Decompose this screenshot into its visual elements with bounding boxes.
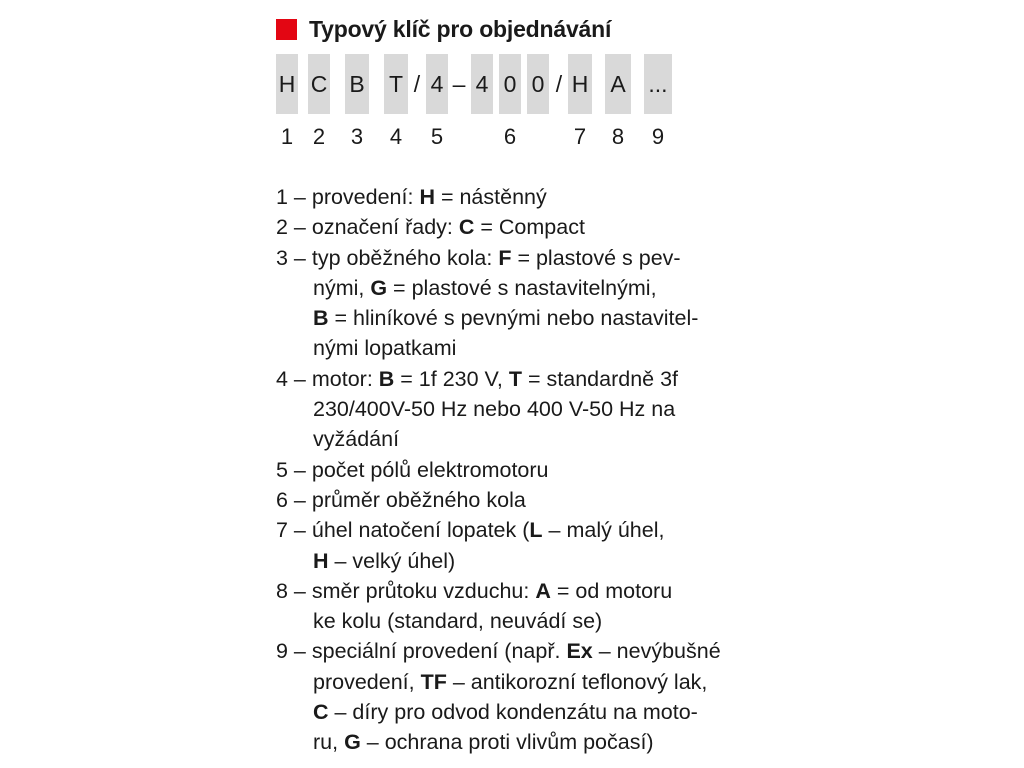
legend-text: 230/400V-50 Hz nebo 400 V-50 Hz na	[313, 397, 676, 422]
code-cell-t: T	[384, 54, 408, 114]
legend-line	[276, 333, 776, 363]
type-key-section	[276, 14, 776, 758]
code-cell-b: B	[345, 54, 369, 114]
legend-line	[276, 212, 776, 242]
legend-line	[276, 576, 776, 606]
code-cell-c: C	[308, 54, 330, 114]
legend-item-2	[276, 212, 776, 242]
code-cell-special: ...	[644, 54, 672, 114]
code-cell-h: H	[276, 54, 298, 114]
legend-text: = plastové s pev-	[511, 245, 681, 270]
legend-list	[276, 182, 776, 758]
legend-line	[276, 697, 776, 727]
position-number: 6	[503, 124, 517, 149]
legend-text: 2 – označení řady:	[276, 215, 459, 240]
code-separator: –	[452, 71, 466, 97]
legend-code: C	[313, 700, 329, 725]
legend-text: – antikorozní teflonový lak,	[446, 669, 708, 694]
legend-text: – díry pro odvod kondenzátu na moto-	[328, 700, 698, 725]
position-number: 5	[430, 124, 444, 149]
code-cell-diameter: 0	[499, 54, 521, 114]
legend-item-1	[276, 182, 776, 212]
legend-code: Ex	[566, 639, 593, 664]
section-heading	[276, 14, 776, 44]
legend-item-5	[276, 455, 776, 485]
position-number: 4	[389, 124, 403, 149]
legend-text: 3 – typ oběžného kola:	[276, 245, 499, 270]
position-number: 7	[573, 124, 587, 149]
legend-line	[276, 182, 776, 212]
legend-text: – ochrana proti vlivům počasí)	[360, 730, 654, 755]
legend-text: – velký úhel)	[328, 548, 456, 573]
legend-line	[276, 364, 776, 394]
legend-code: H	[313, 548, 329, 573]
legend-text: – nevýbušné	[592, 639, 721, 664]
legend-text: nými,	[313, 275, 371, 300]
legend-text: = nástěnný	[434, 185, 547, 209]
legend-line	[276, 727, 776, 757]
legend-item-9	[276, 636, 776, 757]
legend-text: 4 – motor:	[276, 366, 379, 391]
legend-text: 8 – směr průtoku vzduchu:	[276, 578, 536, 603]
legend-line	[276, 667, 776, 697]
legend-line	[276, 394, 776, 424]
legend-code: F	[498, 245, 512, 270]
legend-code: C	[458, 215, 475, 240]
legend-code: G	[370, 275, 388, 300]
position-row	[276, 120, 776, 154]
legend-text: 9 – speciální provedení (např.	[276, 639, 567, 664]
legend-text: = standardně 3f	[522, 366, 679, 391]
code-cell-poles: 4	[426, 54, 448, 114]
code-separator: /	[555, 71, 563, 97]
legend-item-6	[276, 485, 776, 515]
legend-code: A	[535, 578, 551, 603]
legend-line	[276, 606, 776, 636]
legend-text: nými lopatkami	[313, 336, 457, 361]
legend-text: 5 – počet pólů elektromotoru	[276, 457, 549, 482]
legend-text: provedení,	[313, 669, 421, 694]
legend-text: 1 – provedení:	[276, 185, 420, 209]
legend-code: T	[508, 366, 523, 391]
legend-line	[276, 636, 776, 666]
legend-line	[276, 424, 776, 454]
legend-line	[276, 455, 776, 485]
legend-item-8	[276, 576, 776, 637]
legend-text: = plastové s nastavitelnými,	[387, 275, 657, 300]
legend-line	[276, 243, 776, 273]
position-number: 3	[350, 124, 364, 149]
legend-text: 7 – úhel natočení lopatek (	[276, 518, 530, 543]
legend-text: = 1f 230 V,	[394, 366, 509, 391]
legend-text: = Compact	[474, 215, 585, 240]
code-cell-diameter: 0	[527, 54, 549, 114]
legend-code: B	[378, 366, 395, 391]
code-cell-diameter: 4	[471, 54, 493, 114]
legend-line	[276, 273, 776, 303]
legend-item-4	[276, 364, 776, 455]
legend-item-3	[276, 243, 776, 364]
legend-code: G	[344, 730, 361, 755]
section-title: Typový klíč pro objednávání	[309, 15, 612, 42]
legend-line	[276, 303, 776, 333]
legend-text: = hliníkové s pevnými nebo nastavitel-	[328, 306, 699, 331]
code-cell-airflow: A	[605, 54, 631, 114]
legend-item-7	[276, 515, 776, 576]
legend-code: H	[419, 185, 435, 209]
legend-line	[276, 485, 776, 515]
legend-text: – malý úhel,	[542, 518, 665, 543]
position-number: 1	[280, 124, 294, 149]
legend-text: ke kolu (standard, neuvádí se)	[313, 609, 603, 634]
legend-text: vyžádání	[313, 427, 400, 452]
legend-text: ru,	[313, 730, 345, 755]
red-square-icon	[276, 19, 297, 40]
code-cell-angle: H	[568, 54, 592, 114]
legend-code: TF	[420, 669, 447, 694]
legend-text: 6 – průměr oběžného kola	[276, 487, 526, 512]
position-number: 9	[651, 124, 665, 149]
code-separator: /	[413, 71, 421, 97]
legend-line	[276, 515, 776, 545]
position-number: 2	[312, 124, 326, 149]
legend-code: B	[313, 306, 329, 331]
legend-line	[276, 546, 776, 576]
legend-text: = od motoru	[550, 578, 673, 603]
code-row	[276, 54, 776, 114]
position-number: 8	[611, 124, 625, 149]
legend-code: L	[529, 518, 543, 543]
